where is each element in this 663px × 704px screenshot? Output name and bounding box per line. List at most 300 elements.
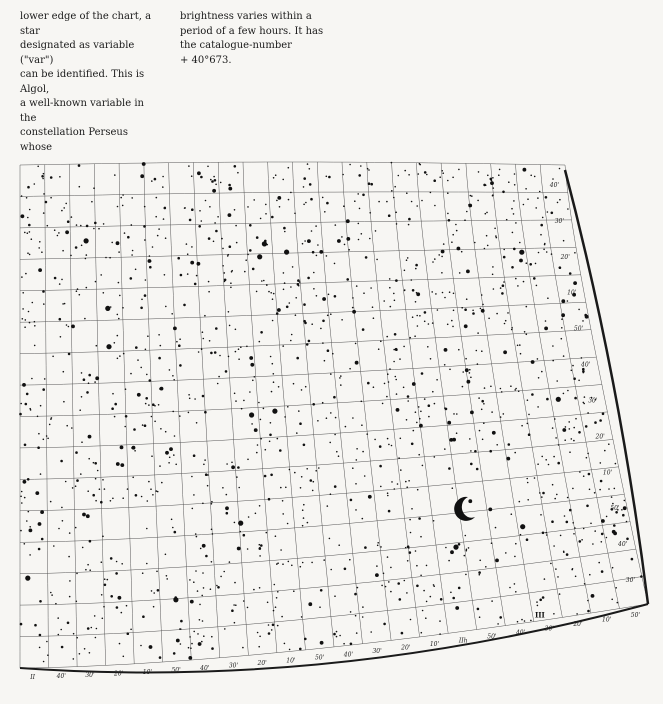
star-dot [520, 534, 522, 536]
star-dot [575, 418, 577, 420]
star-dot [357, 587, 359, 589]
star-dot [447, 324, 449, 326]
star-dot [464, 308, 467, 311]
star-dot [515, 222, 517, 224]
star-dot [225, 506, 229, 510]
star-dot [101, 594, 103, 596]
star-dot [388, 581, 390, 583]
star-dot [41, 251, 43, 253]
star-dot [276, 597, 278, 599]
star-dot [514, 452, 516, 454]
star-dot [396, 223, 398, 225]
star-dot [424, 311, 427, 314]
star-dot [70, 255, 72, 257]
star-dot [541, 496, 543, 498]
star-dot [84, 238, 89, 243]
star-dot [337, 239, 341, 243]
star-dot [160, 428, 162, 430]
star-dot [408, 218, 411, 221]
star-dot [594, 530, 596, 532]
star-dot [226, 463, 228, 465]
star-dot [316, 255, 318, 257]
star-dot [548, 464, 550, 466]
star-dot [188, 394, 190, 396]
star-dot [566, 553, 569, 556]
star-dot [561, 318, 563, 320]
star-dot [157, 491, 159, 493]
star-dot [330, 569, 332, 571]
star-dot [424, 321, 426, 323]
star-dot [411, 508, 413, 510]
star-dot [271, 629, 273, 631]
star-dot [122, 194, 124, 196]
star-dot [449, 291, 451, 293]
star-dot [478, 397, 480, 399]
star-dot [426, 565, 428, 567]
star-dot [117, 358, 119, 360]
star-dot [536, 285, 538, 287]
star-dot [515, 388, 517, 390]
star-dot [157, 589, 160, 592]
star-dot [42, 290, 45, 293]
star-dot [313, 272, 315, 274]
star-dot [395, 379, 397, 381]
star-dot [42, 178, 44, 180]
star-dot [482, 304, 484, 306]
star-dot [39, 241, 41, 243]
star-dot [581, 357, 583, 359]
star-dot [234, 165, 237, 168]
star-dot [110, 557, 113, 560]
star-dot [496, 237, 498, 239]
star-dot [462, 386, 464, 388]
star-dot [465, 368, 469, 372]
star-dot [50, 501, 52, 503]
star-dot [118, 318, 120, 320]
star-dot [553, 456, 555, 458]
star-dot [101, 561, 103, 563]
grid-parallel [20, 357, 596, 385]
star-dot [466, 298, 468, 300]
star-dot [228, 213, 232, 217]
star-dot [194, 398, 196, 400]
star-dot [131, 224, 133, 226]
star-dot [176, 639, 180, 643]
star-dot [448, 467, 451, 470]
star-dot [499, 616, 502, 619]
star-dot [303, 517, 305, 519]
star-dot [247, 607, 249, 609]
star-dot [556, 397, 561, 402]
star-dot [375, 573, 379, 577]
star-dot [243, 400, 245, 402]
star-dot [21, 502, 23, 504]
star-dot [573, 533, 575, 535]
star-dot [55, 603, 57, 605]
star-dot [538, 377, 540, 379]
star-dot [571, 438, 573, 440]
star-dot [328, 294, 330, 296]
star-dot [285, 487, 287, 489]
star-dot [76, 224, 78, 226]
star-dot [92, 494, 95, 497]
star-dot [262, 241, 267, 246]
star-dot [479, 616, 481, 618]
star-dot [394, 488, 396, 490]
star-dot [121, 563, 123, 565]
star-dot [63, 401, 65, 403]
star-dot [61, 279, 63, 281]
star-dot [34, 321, 36, 323]
star-dot [503, 413, 505, 415]
star-dot [567, 390, 569, 392]
star-dot [290, 340, 292, 342]
star-dot [249, 249, 252, 252]
star-dot [464, 324, 468, 328]
star-dot [156, 571, 158, 573]
star-dot [441, 272, 443, 274]
star-dot [238, 521, 243, 526]
star-dot [494, 228, 496, 230]
star-dot [304, 240, 306, 242]
star-dot [306, 468, 308, 470]
star-dot [189, 636, 191, 638]
star-dot [450, 550, 454, 554]
star-dot [313, 288, 315, 290]
star-dot [301, 389, 303, 391]
star-dot [199, 210, 201, 212]
star-dot [171, 519, 173, 521]
star-dot [234, 209, 236, 211]
star-dot [231, 465, 235, 469]
bottom-axis-label: II [30, 673, 35, 681]
star-dot [290, 286, 292, 288]
star-dot [394, 333, 397, 336]
star-dot [151, 590, 153, 592]
star-dot [75, 485, 77, 487]
star-dot [201, 595, 203, 597]
star-dot [127, 632, 130, 635]
star-dot [211, 636, 213, 638]
star-dot [277, 308, 281, 312]
star-dot [393, 197, 395, 199]
star-dot [132, 477, 134, 479]
star-dot [458, 349, 460, 351]
star-dot [31, 238, 33, 240]
star-dot [249, 224, 252, 227]
right-axis-label: 40' [581, 361, 591, 369]
star-dot [229, 245, 232, 248]
star-dot [123, 353, 125, 355]
star-dot [83, 378, 86, 381]
star-dot [346, 237, 350, 241]
star-dot [444, 364, 446, 366]
star-dot [360, 165, 362, 167]
star-dot [127, 488, 129, 490]
star-dot [256, 236, 259, 239]
star-dot [234, 582, 236, 584]
star-dot [415, 550, 417, 552]
star-dot [68, 353, 71, 356]
right-axis-label: 30' [554, 217, 564, 225]
star-dot [43, 212, 45, 214]
star-dot [479, 560, 481, 562]
star-dot [575, 576, 577, 578]
star-dot [452, 597, 455, 600]
star-dot [234, 522, 236, 524]
star-dot [459, 272, 461, 274]
star-dot [215, 327, 218, 330]
star-dot [432, 261, 434, 263]
star-dot [142, 424, 144, 426]
star-dot [84, 318, 86, 320]
star-dot [406, 419, 408, 421]
star-dot [38, 522, 42, 526]
star-dot [416, 585, 419, 588]
star-dot [155, 216, 157, 218]
star-dot [315, 470, 317, 472]
star-dot [424, 171, 427, 174]
star-dot [502, 284, 505, 287]
star-dot [178, 344, 181, 347]
star-dot [69, 596, 71, 598]
star-dot [41, 175, 44, 178]
star-dot [196, 275, 198, 277]
caption-right-column: brightness varies within a period of a few hours. It has the catalogue-number + 40°673. [180, 11, 324, 66]
star-dot [416, 315, 418, 317]
star-dot [515, 591, 517, 593]
star-dot [29, 529, 33, 533]
star-dot [487, 175, 489, 177]
star-dot [382, 403, 384, 405]
star-dot [235, 351, 237, 353]
star-dot [412, 382, 416, 386]
star-dot [538, 252, 540, 254]
star-dot [383, 300, 385, 302]
star-dot [157, 235, 159, 237]
star-dot [234, 622, 236, 624]
star-dot [259, 544, 261, 546]
bottom-axis-label: 50' [487, 633, 497, 641]
star-dot [110, 595, 113, 598]
star-dot [288, 167, 290, 169]
star-dot [479, 574, 481, 576]
star-dot [391, 190, 393, 192]
star-dot [488, 318, 490, 320]
star-dot [393, 361, 395, 363]
star-dot [554, 418, 556, 420]
star-dot [326, 417, 328, 419]
star-dot [445, 547, 447, 549]
star-dot [554, 498, 556, 500]
star-dot [135, 346, 138, 349]
star-dot [226, 494, 228, 496]
star-dot [367, 382, 370, 385]
star-dot [406, 486, 408, 488]
star-dot [68, 326, 70, 328]
star-dot [200, 176, 203, 179]
star-dot [332, 353, 334, 355]
star-dot [559, 168, 561, 170]
star-dot [150, 488, 152, 490]
star-dot [561, 299, 565, 303]
star-dot [210, 352, 213, 355]
star-dot [512, 232, 514, 234]
star-dot [79, 294, 81, 296]
star-dot [376, 565, 378, 567]
bottom-axis-label: 50' [171, 667, 181, 675]
star-dot [388, 444, 390, 446]
star-dot [273, 177, 275, 179]
star-dot [524, 331, 526, 333]
star-dot [47, 438, 49, 440]
star-dot [399, 598, 402, 601]
star-dot [594, 492, 596, 494]
star-dot [587, 600, 589, 602]
star-dot [527, 499, 529, 501]
star-dot [100, 501, 103, 504]
star-dot [243, 600, 245, 602]
star-dot [29, 209, 31, 211]
star-dot [59, 318, 62, 321]
star-dot [572, 522, 574, 524]
star-dot [395, 279, 398, 282]
star-dot [24, 543, 26, 545]
star-dot [177, 257, 180, 260]
star-dot [59, 283, 61, 285]
grid-parallel [20, 385, 602, 417]
star-dot [151, 416, 153, 418]
star-dot [253, 589, 255, 591]
star-dot [359, 208, 361, 210]
star-dot [231, 462, 233, 464]
star-dot [443, 243, 445, 245]
star-dot [137, 393, 141, 397]
star-dot [540, 224, 543, 227]
star-dot [621, 509, 623, 511]
star-dot [258, 402, 260, 404]
star-dot [433, 520, 435, 522]
star-dot [561, 313, 565, 317]
star-dot [277, 562, 279, 564]
star-dot [124, 232, 126, 234]
star-dot [449, 369, 451, 371]
star-dot [389, 287, 391, 289]
star-dot [408, 174, 410, 176]
star-dot [40, 473, 42, 475]
star-dot [491, 411, 493, 413]
star-dot [275, 535, 277, 537]
star-dot [280, 549, 282, 551]
star-dot [317, 244, 319, 246]
star-dot [21, 214, 25, 218]
star-dot [214, 351, 217, 354]
star-dot [276, 312, 279, 315]
star-dot [354, 200, 356, 202]
star-dot [158, 357, 161, 360]
star-dot [140, 645, 142, 647]
star-dot [519, 250, 524, 255]
star-dot [112, 498, 114, 500]
star-dot [510, 385, 512, 387]
star-dot [171, 313, 173, 315]
star-dot [387, 438, 389, 440]
star-dot [208, 237, 211, 240]
star-dot [29, 231, 31, 233]
star-dot [399, 358, 401, 360]
star-dot [118, 251, 120, 253]
star-dot [416, 422, 418, 424]
star-dot [144, 294, 147, 297]
star-dot [145, 397, 148, 400]
star-dot [414, 335, 416, 337]
star-dot [233, 604, 235, 606]
star-dot [20, 623, 23, 626]
star-dot [362, 328, 365, 331]
star-dot [37, 416, 39, 418]
star-dot [38, 247, 40, 249]
star-dot [531, 393, 534, 396]
star-dot [268, 632, 271, 635]
star-dot [569, 272, 572, 275]
star-dot [497, 623, 499, 625]
star-dot [187, 253, 189, 255]
star-dot [71, 427, 73, 429]
star-dot [409, 337, 411, 339]
star-dot [626, 521, 628, 523]
star-dot [442, 292, 444, 294]
star-dot [394, 186, 396, 188]
star-dot [64, 303, 66, 305]
star-dot [144, 424, 147, 427]
star-dot [79, 186, 81, 188]
star-dot [85, 258, 87, 260]
star-dot [125, 415, 128, 418]
star-dot [89, 652, 91, 654]
star-dot [398, 175, 400, 177]
star-dot [152, 403, 155, 406]
star-dot [122, 205, 124, 207]
star-dot [640, 575, 643, 578]
star-dot [519, 242, 521, 244]
star-dot [203, 338, 205, 340]
star-dot [324, 211, 326, 213]
star-dot [201, 220, 203, 222]
star-dot [344, 568, 347, 571]
star-dot [45, 201, 48, 204]
star-dot [319, 606, 321, 608]
star-dot [73, 633, 75, 635]
star-dot [485, 566, 487, 568]
star-dot [535, 207, 537, 209]
star-dot [415, 268, 417, 270]
star-dot [369, 212, 371, 214]
star-dot [542, 492, 545, 495]
star-dot [588, 473, 591, 476]
star-dot [50, 197, 52, 199]
star-dot [480, 308, 482, 310]
star-dot [420, 411, 422, 413]
star-dot [71, 325, 75, 329]
star-dot [303, 177, 306, 180]
star-dot [215, 230, 218, 233]
star-dot [28, 224, 31, 227]
star-dot [355, 361, 359, 365]
star-dot [147, 500, 149, 502]
star-dot [102, 536, 104, 538]
star-dot [273, 610, 275, 612]
star-dot [267, 602, 269, 604]
